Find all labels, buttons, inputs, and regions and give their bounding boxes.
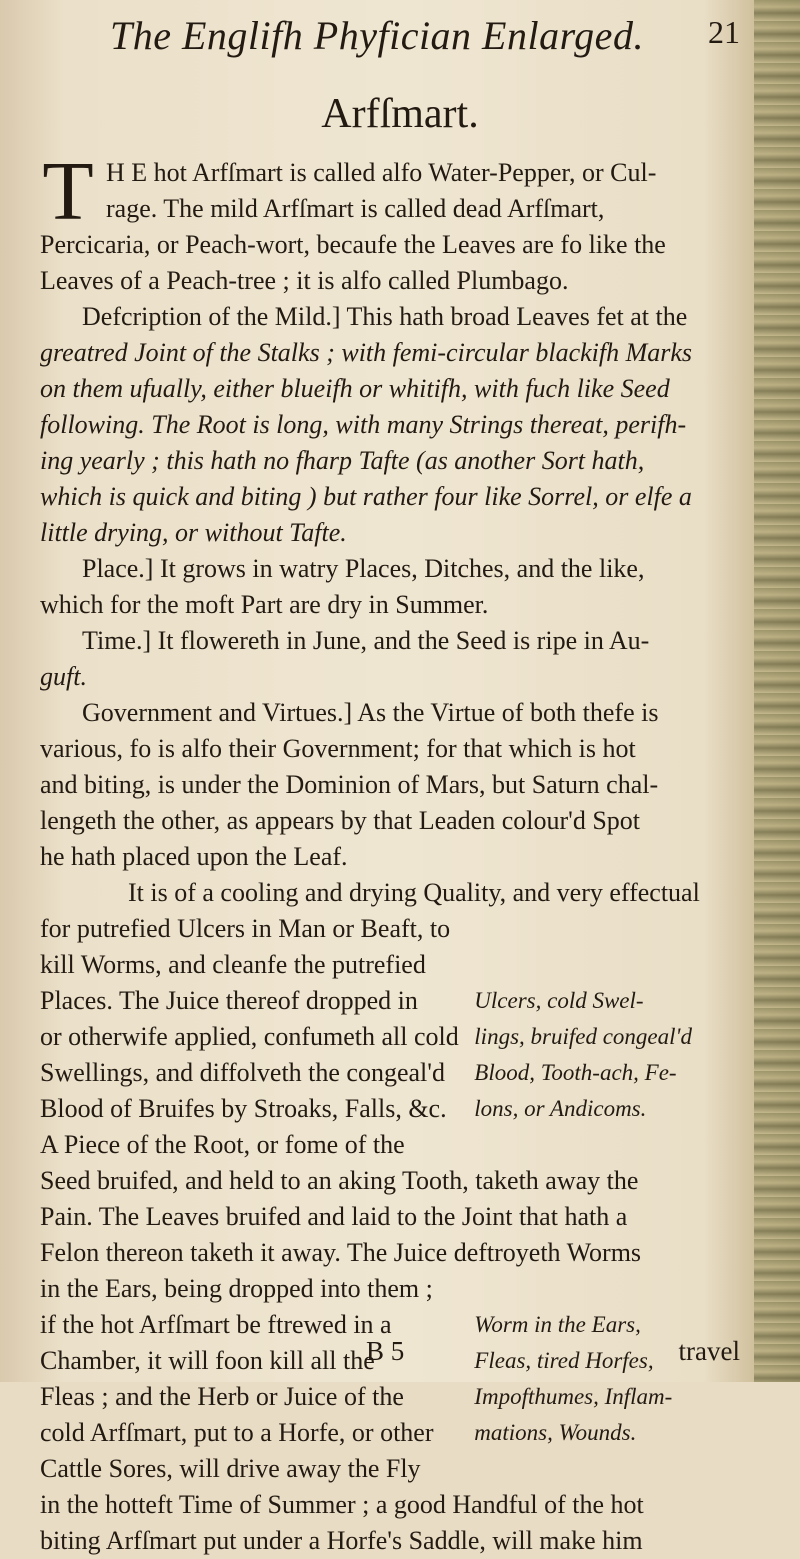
note-line: lings, bruifed congeal'd [474,1024,692,1049]
text-line: Leaves of a Peach-tree ; it is alfo called Plumbago. [40,266,569,295]
section-heading: Arfſmart. [321,91,479,137]
text-line: Swellings, and diffolveth the congeal'd [40,1058,445,1087]
text-line: following. The Root is long, with many Strings thereat, perifh- [40,410,687,439]
text-line: It is of a cooling and drying Quality, and very effectual [128,878,700,907]
running-title: The Englifh Phyfician Enlarged. [110,13,644,58]
opening-paragraph [40,145,740,238]
text-line: lengeth the other, as appears by that Leaden colour'd Spot [40,806,641,835]
running-head [40,8,740,58]
page-footer [40,1336,740,1376]
text-line: Percicaria, or Peach-wort, becaufe the Leaves are fo like the [40,230,666,259]
text-line: rage. The mild Arfſmart is called dead Arfſmart, [106,194,605,223]
main-column [40,1307,468,1487]
note-line: mations, Wounds. [474,1420,637,1445]
text-line: or otherwife applied, confumeth all cold [40,1022,459,1051]
text-line: Government and Virtues.] As the Virtue of both thefe is [82,698,659,727]
text-line: which for the moft Part are dry in Summer. [40,590,489,619]
text-line: in the hotteft Time of Summer ; a good Handful of the hot [40,1490,644,1519]
margin-note [468,947,740,1163]
text-line: Felon thereon taketh it away. The Juice deftroyeth Worms [40,1238,642,1267]
text-line: in the Ears, being dropped into them ; [40,1274,433,1303]
text-line: Places. The Juice thereof dropped in [40,986,418,1015]
drop-cap: T [42,145,94,238]
text-line: Seed bruifed, and held to an aking Tooth, taketh away the [40,1166,639,1195]
text-line: Fleas ; and the Herb or Juice of the [40,1382,404,1411]
text-line: for putrefied Ulcers in Man or Beaft, to [40,914,451,943]
main-column [40,947,468,1163]
note-line: lons, or Andicoms. [474,1096,647,1121]
text-line: Pain. The Leaves bruifed and laid to the Joint that hath a [40,1202,628,1231]
text-line: if the hot Arfſmart be ftrewed in a [40,1310,392,1339]
note-line [474,947,740,983]
note-line [474,1451,740,1487]
note-line: Ulcers, cold Swel- [474,988,644,1013]
note-line: Blood, Tooth-ach, Fe- [474,1060,677,1085]
text-line: he hath placed upon the Leaf. [40,842,348,871]
note-line: Impofthumes, Inflam- [474,1384,673,1409]
text-line: cold Arfſmart, put to a Horfe, or other [40,1418,434,1447]
signature-mark: B 5 [366,1336,405,1366]
page-number: 21 [708,14,740,50]
text-line: greatred Joint of the Stalks ; with femi-circular blackifh Marks [40,338,693,367]
text-line: Defcription of the Mild.] This hath broad Leaves fet at the [82,302,688,331]
text-line: kill Worms, and cleanfe the putrefied [40,950,426,979]
text-with-margin-note-2 [40,1307,740,1487]
text-with-margin-note [40,947,740,1163]
text-line: which is quick and biting ) but rather four like Sorrel, or elfe a [40,482,692,511]
text-line: and biting, is under the Dominion of Mars, but Saturn chal- [40,770,659,799]
text-line: ing yearly ; this hath no fharp Tafte (as another Sort hath, [40,446,645,475]
text-line: on them ufually, either blueifh or whitifh, with fuch like Seed [40,374,670,403]
text-line: Cattle Sores, will drive away the Fly [40,1454,421,1483]
text-line: little drying, or without Tafte. [40,518,347,547]
page-edge [754,0,800,1382]
text-line: biting Arfſmart put under a Horfe's Saddle, will make him [40,1526,643,1555]
text-line: A Piece of the Root, or fome of the [40,1130,405,1159]
text-line: Blood of Bruifes by Stroaks, Falls, &c. [40,1094,447,1123]
margin-note [468,1307,740,1487]
text-line: Place.] It grows in watry Places, Ditches, and the like, [82,554,645,583]
text-line: H E hot Arfſmart is called alfo Water-Pepper, or Cul- [106,158,657,187]
note-line: Worm in the Ears, [474,1312,641,1337]
catchword: travel [678,1336,740,1366]
text-line: guft. [40,662,87,691]
text-line: Time.] It flowereth in June, and the Seed is ripe in Au- [82,626,650,655]
note-line [474,1127,740,1163]
note-line: Fleas, tired Horfes, [474,1348,654,1373]
text-line: various, fo is alfo their Government; for that which is hot [40,734,636,763]
text-line: Chamber, it will foon kill all the [40,1346,375,1375]
